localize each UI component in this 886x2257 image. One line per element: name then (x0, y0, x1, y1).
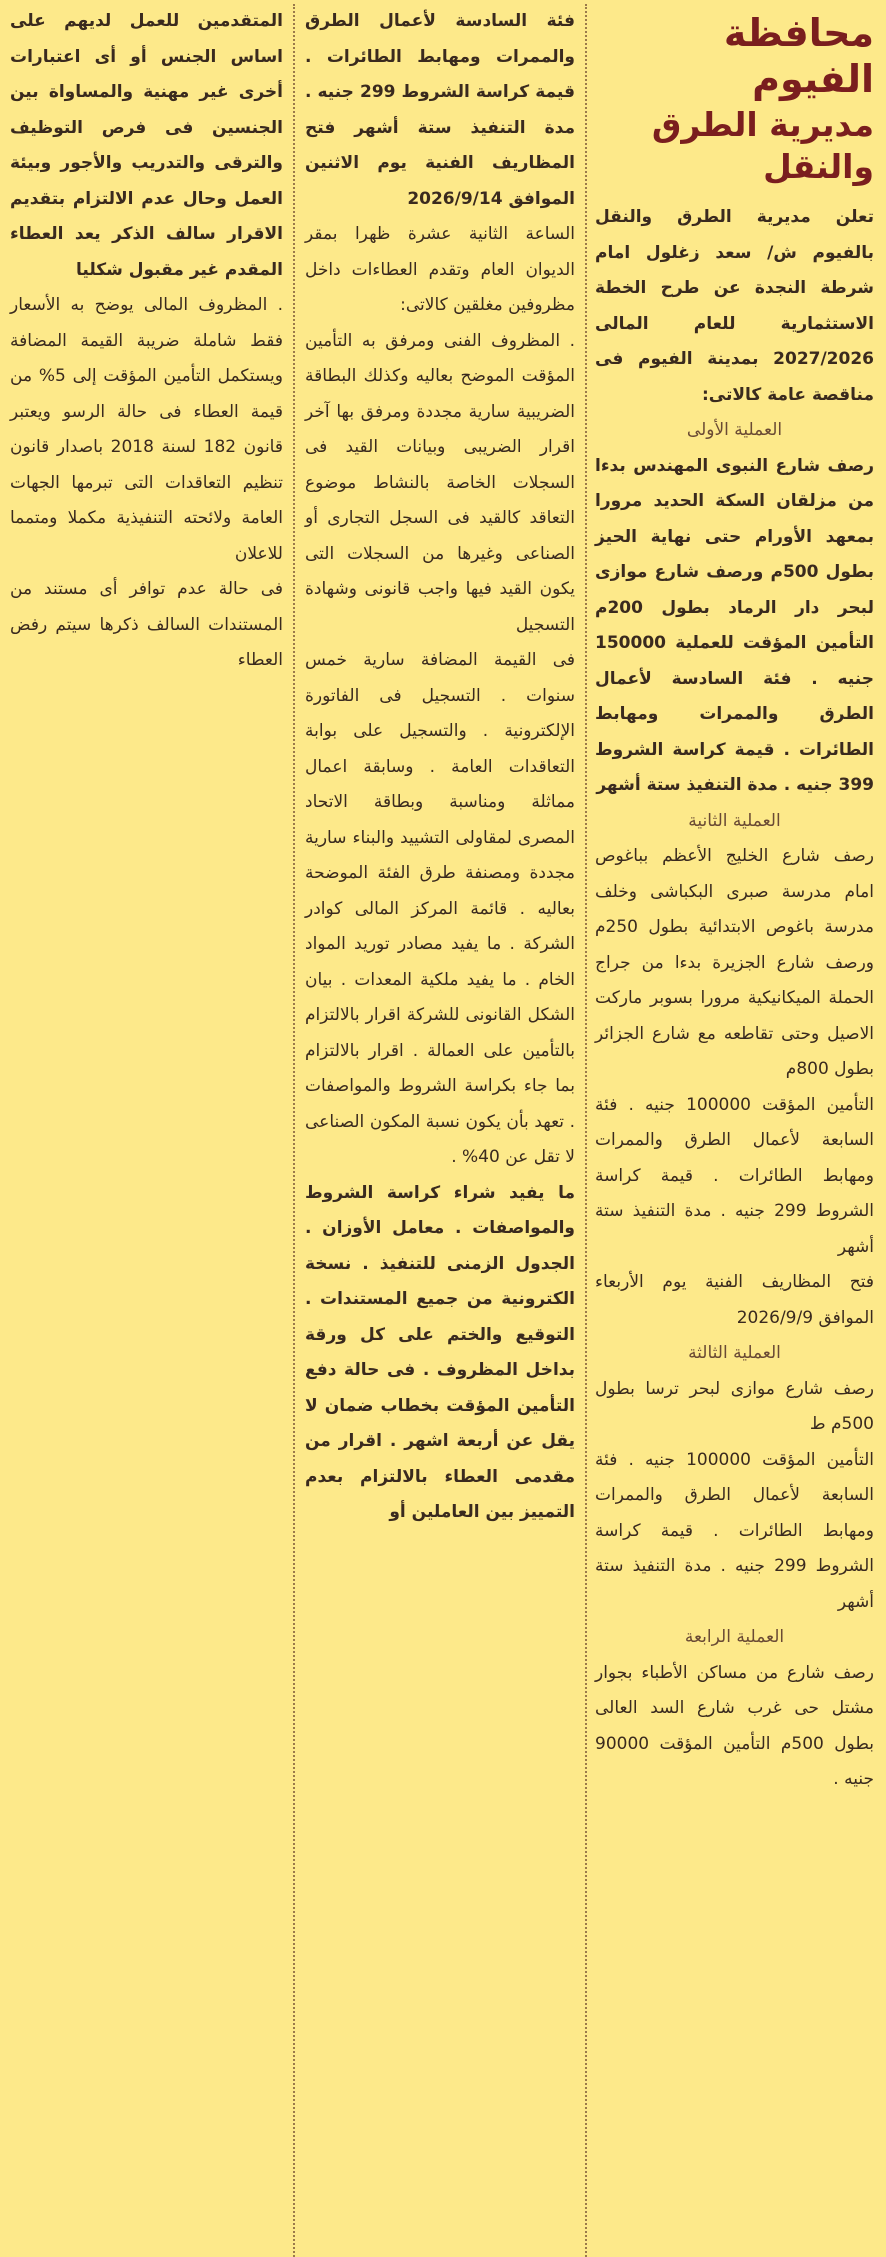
middle-paragraph-2: الساعة الثانية عشرة ظهرا بمقر الديوان العام وتقدم العطاءات داخل مظروفين مغلقين كالاتى: (305, 224, 575, 315)
operation-1-text: رصف شارع النبوى المهندس بدءا من مزلقان السكة الحديد مرورا بمعهد الأورام حتى نهاية الحيز بطول 500م ورصف شارع موازى لبحر دار الرماد بطول 200م التأمين المؤقت للعملية 150000 جنيه . فئة السادسة لأعمال الطرق والممرات ومهابط الطائرات . قيمة كراسة الشروط 399 جنيه . مدة التنفيذ ستة أشهر (595, 455, 874, 795)
governorate-title: محافظة الفيوم (723, 11, 874, 101)
operation-2-heading: العملية الثانية (688, 810, 781, 831)
column-requirements (293, 4, 585, 2257)
operation-3-details: التأمين المؤقت 100000 جنيه . فئة السابعة لأعمال الطرق والممرات ومهابط الطائرات . قيمة كراسة الشروط 299 جنيه . مدة التنفيذ ستة أشهر (595, 1449, 875, 1612)
left-paragraph-1: المتقدمين للعمل لديهم على اساس الجنس أو أى اعتبارات أخرى غير مهنية والمساواة بين الجنسين فى فرص التوظيف والترقى والتدريب والأجور وبيئة العمل وحال عدم الالتزام بتقديم الاقرار سالف الذكر يعد العطاء المقدم غير مقبول شكليا (10, 11, 283, 280)
operation-4-text: رصف شارع من مساكن الأطباء بجوار مشتل حى غرب شارع السد العالى بطول 500م التأمين المؤقت 90000 جنيه . (595, 1662, 874, 1789)
intro-paragraph: تعلن مديرية الطرق والنقل بالفيوم ش/ سعد زغلول امام شرطة النجدة عن طرح الخطة الاستثمارية للعام المالى 2027/2026 بمدينة الفيوم فى مناقصة عامة كالاتى: (595, 207, 874, 405)
left-paragraph-2: . المظروف المالى يوضح به الأسعار فقط شاملة ضريبة القيمة المضافة ويستكمل التأمين المؤقت إلى 5% من قيمة العطاء فى حالة الرسو ويعتبر قانون 182 لسنة 2018 باصدار قانون تنظيم التعاقدات التى تبرمها الجهات العامة ولائحته التنفيذية مكملا ومتمما للاعلان (10, 295, 283, 564)
operation-4-heading: العملية الرابعة (684, 1627, 785, 1647)
operation-1-heading: العملية الأولى (686, 420, 783, 440)
left-paragraph-3: فى حالة عدم توافر أى مستند من المستندات السالف ذكرها سيتم رفض العطاء (10, 579, 283, 670)
operation-2-details: التأمين المؤقت 100000 جنيه . فئة السابعة لأعمال الطرق والممرات ومهابط الطائرات . قيمة كراسة الشروط 299 جنيه . مدة التنفيذ ستة أشهر (595, 1094, 875, 1257)
middle-paragraph-3: . المظروف الفنى ومرفق به التأمين المؤقت الموضح بعاليه وكذلك البطاقة الضريبية سارية مجددة ومرفق بها آخر اقرار الضريبى وبيانات القيد فى السجلات الخاصة بالنشاط موضوع التعاقد كالقيد فى السجل التجارى أو الصناعى وغيرها من السجلات التى يكون القيد فيها واجب قانونى وشهادة التسجيل (305, 330, 575, 635)
column-announcement (585, 4, 880, 2257)
middle-paragraph-1: فئة السادسة لأعمال الطرق والممرات ومهابط الطائرات . قيمة كراسة الشروط 299 جنيه . مدة التنفيذ ستة أشهر فتح المظاريف الفنية يوم الاثنين الموافق 2026/9/14 (305, 11, 575, 209)
middle-paragraph-5: ما يفيد شراء كراسة الشروط والمواصفات . معامل الأوزان . الجدول الزمنى للتنفيذ . نسخة الكترونية من جميع المستندات . التوقيع والختم على كل ورقة بداخل المظروف . فى حالة دفع التأمين المؤقت بخطاب ضمان لا يقل عن أربعة اشهر . اقرار من مقدمى العطاء بالالتزام بعدم التمييز بين العاملين أو (305, 1182, 575, 1522)
directorate-title: مديرية الطرق والنقل (651, 105, 874, 186)
operation-3-heading: العملية الثالثة (688, 1343, 781, 1363)
column-financial (6, 4, 293, 2257)
middle-paragraph-4: فى القيمة المضافة سارية خمس سنوات . التسجيل فى الفاتورة الإلكترونية . والتسجيل على بوابة التعاقدات العامة . وسابقة اعمال مماثلة ومناسبة وبطاقة الاتحاد المصرى لمقاولى التشييد والبناء سارية مجددة ومصنفة طرق الفئة الموضحة بعاليه . قائمة المركز المالى كوادر الشركة . ما يفيد مصادر توريد المواد الخام . ما يفيد ملكية المعدات . بيان الشكل القانونى للشركة اقرار بالالتزام بالتأمين على العمالة . اقرار بالالتزام بما جاء بكراسة الشروط والمواصفات . تعهد بأن يكون نسبة المكون الصناعى لا تقل عن 40% . (305, 650, 575, 1167)
operation-2-opening: فتح المظاريف الفنية يوم الأربعاء الموافق 2026/9/9 (595, 1272, 874, 1328)
operation-2-text: رصف شارع الخليج الأعظم بباغوص امام مدرسة صبرى البكباشى وخلف مدرسة باغوص الابتدائية بطول 250م ورصف شارع الجزيرة بدءا من جراج الحملة الميكانيكية مرورا بسوبر ماركت الاصيل وحتى تقاطعه مع شارع الجزائر بطول 800م (595, 846, 874, 1079)
operation-3-text: رصف شارع موازى لبحر ترسا بطول 500م ط (595, 1378, 874, 1434)
